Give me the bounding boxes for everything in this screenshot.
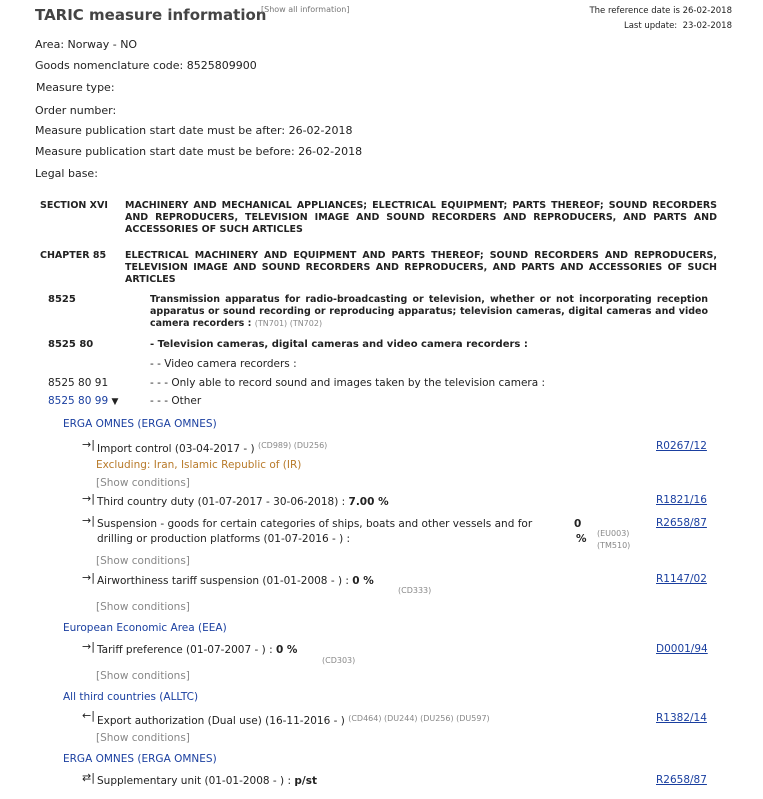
measure-codes: (CD464) (DU244) (DU256) (DU597) <box>348 714 490 723</box>
export-arrow-icon: ←| <box>82 709 95 722</box>
measure-text: Tariff preference (01-07-2007 - ) : <box>97 644 276 656</box>
regulation-link[interactable]: R2658/87 <box>656 774 707 786</box>
measure-export-authorization <box>97 714 490 727</box>
geo-group-erga-omnes[interactable]: ERGA OMNES (ERGA OMNES) <box>63 753 217 765</box>
measure-type-field: Measure type: <box>36 81 115 94</box>
measure-tariff-preference <box>97 644 297 656</box>
regulation-link[interactable]: R0267/12 <box>656 440 707 452</box>
measure-codes: (CD989) (DU256) <box>257 441 328 450</box>
measure-value: 0 % <box>275 644 298 656</box>
pub-before-field: Measure publication start date must be before: 26-02-2018 <box>35 145 363 158</box>
legal-base-field: Legal base: <box>35 167 98 180</box>
reference-date: The reference date is 26-02-2018 <box>589 6 732 16</box>
measure-airworthiness <box>97 575 374 587</box>
show-conditions-link[interactable]: [Show conditions] <box>96 732 190 744</box>
measure-value: p/st <box>294 775 317 787</box>
measure-value: 0 % <box>352 575 374 587</box>
show-all-link[interactable]: [Show all information] <box>261 5 350 14</box>
chapter-label: CHAPTER 85 <box>40 250 107 261</box>
sub4-text: - - - Other <box>150 395 202 407</box>
show-conditions-link[interactable]: [Show conditions] <box>96 477 190 489</box>
show-conditions-link[interactable]: [Show conditions] <box>96 555 190 567</box>
measure-codes: (CD333) <box>398 586 432 595</box>
geo-group-erga-omnes[interactable]: ERGA OMNES (ERGA OMNES) <box>63 418 217 430</box>
sub2-text: - - Video camera recorders : <box>150 358 297 370</box>
bidirectional-arrow-icon: ⇄| <box>82 771 95 784</box>
measure-value: 7.00 % <box>348 496 389 508</box>
import-arrow-icon: →| <box>82 640 95 653</box>
measure-value: 0 <box>574 518 582 530</box>
sub4-code-link[interactable]: 8525 80 99 <box>48 395 109 407</box>
measure-import-control <box>97 441 327 455</box>
area-field: Area: Norway - NO <box>35 38 138 51</box>
sub3-text: - - - Only able to record sound and images taken by the television camera : <box>150 377 546 389</box>
measure-third-country-duty <box>97 496 389 508</box>
last-update-value: 23-02-2018 <box>682 21 732 31</box>
heading-text-body: Transmission apparatus for radio-broadcasting or television, whether or not incorporating reception apparatus or sound recording or reproducing apparatus; television cameras, digital cameras and video camera recorders : <box>150 294 708 329</box>
measure-supplementary-unit <box>97 775 317 787</box>
last-update-label: Last update: <box>623 21 678 31</box>
import-arrow-icon: →| <box>82 571 95 584</box>
heading-notes: (TN701) (TN702) <box>254 319 323 328</box>
import-arrow-icon: →| <box>82 438 95 451</box>
sub1-code: 8525 80 <box>48 339 94 350</box>
sub1-text: - Television cameras, digital cameras and video camera recorders : <box>150 339 528 350</box>
section-label: SECTION XVI <box>40 200 108 211</box>
chapter-text: ELECTRICAL MACHINERY AND EQUIPMENT AND PARTS THEREOF; SOUND RECORDERS AND REPRODUCERS, TELEVISION IMAGE AND SOUND RECORDERS AND REPRODUCERS, AND PARTS AND ACCESSORIES OF SUCH ARTICLES <box>125 250 717 285</box>
section-text: MACHINERY AND MECHANICAL APPLIANCES; ELECTRICAL EQUIPMENT; PARTS THEREOF; SOUND RECORDERS AND REPRODUCERS, TELEVISION IMAGE AND SOUND RECORDERS AND REPRODUCERS, AND PARTS AND ACCESSORIES OF SUCH ARTICLES <box>125 200 717 235</box>
excluding-note: Excluding: Iran, Islamic Republic of (IR) <box>96 459 302 471</box>
last-update <box>624 21 732 31</box>
measure-value-unit: % <box>576 533 587 545</box>
sub3-code: 8525 80 91 <box>48 377 109 389</box>
measure-text: Import control (03-04-2017 - ) <box>97 443 255 455</box>
measure-text: Supplementary unit (01-01-2008 - ) : <box>97 775 295 787</box>
sub4-row[interactable] <box>48 395 118 407</box>
heading-code: 8525 <box>48 294 76 305</box>
regulation-link[interactable]: R1147/02 <box>656 573 707 585</box>
measure-codes: (EU003) <box>597 529 630 538</box>
measure-text: Export authorization (Dual use) (16-11-2016 - ) <box>97 715 345 727</box>
show-conditions-link[interactable]: [Show conditions] <box>96 601 190 613</box>
measure-codes: (CD303) <box>322 656 356 665</box>
geo-group-eea[interactable]: European Economic Area (EEA) <box>63 622 227 634</box>
measure-suspension-line2: drilling or production platforms (01-07-2016 - ) : <box>97 533 351 545</box>
regulation-link[interactable]: R1382/14 <box>656 712 707 724</box>
measure-text: Airworthiness tariff suspension (01-01-2008 - ) : <box>97 575 353 587</box>
import-arrow-icon: →| <box>82 492 95 505</box>
page-title: TARIC measure information <box>35 6 267 24</box>
order-number-field: Order number: <box>35 104 117 117</box>
geo-group-all-third-countries[interactable]: All third countries (ALLTC) <box>63 691 199 703</box>
regulation-link[interactable]: D0001/94 <box>656 643 708 655</box>
expand-toggle-icon[interactable]: ▼ <box>111 397 119 407</box>
regulation-link[interactable]: R2658/87 <box>656 517 707 529</box>
measure-text: Third country duty (01-07-2017 - 30-06-2018) : <box>97 496 349 508</box>
goods-code-field: Goods nomenclature code: 8525809900 <box>35 59 257 72</box>
show-conditions-link[interactable]: [Show conditions] <box>96 670 190 682</box>
measure-codes: (TM510) <box>597 541 631 550</box>
import-arrow-icon: →| <box>82 514 95 527</box>
pub-after-field: Measure publication start date must be after: 26-02-2018 <box>35 124 353 137</box>
heading-text <box>150 294 708 330</box>
measure-suspension-line1: Suspension - goods for certain categories of ships, boats and other vessels and for <box>97 518 533 530</box>
regulation-link[interactable]: R1821/16 <box>656 494 707 506</box>
